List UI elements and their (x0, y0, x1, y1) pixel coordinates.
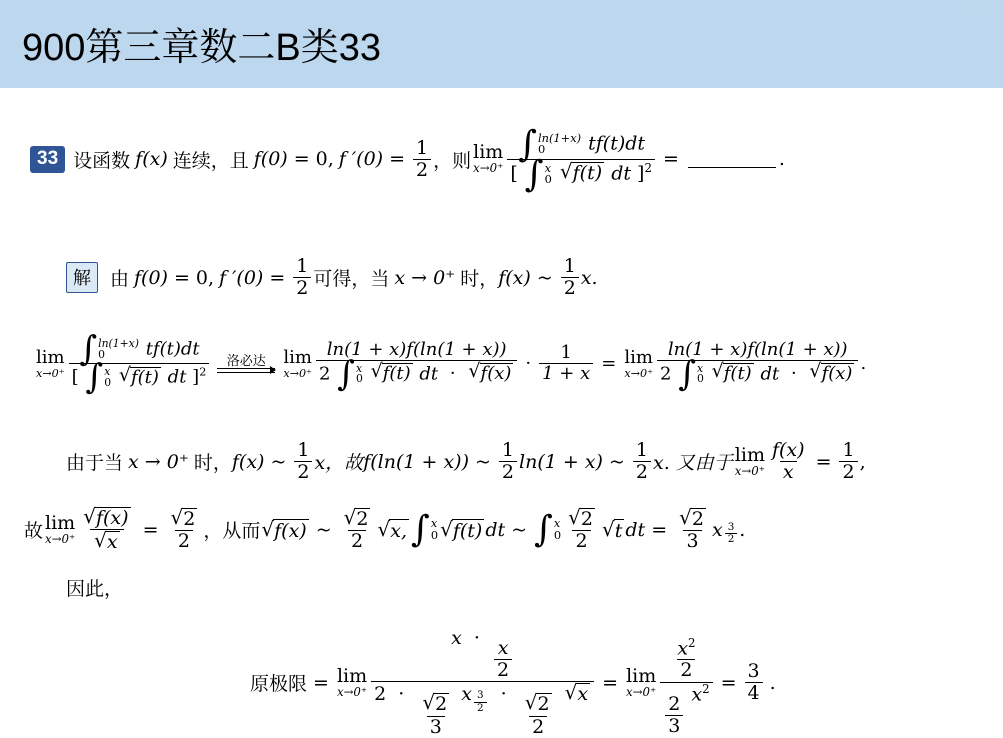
answer-blank (688, 150, 776, 168)
chain-lim-3: lim x→0⁺ (624, 346, 653, 380)
problem-period: . (778, 148, 785, 171)
chain-period: . (860, 353, 867, 375)
sol1-half: $\frac{1}{2}$ (293, 256, 311, 300)
problem-cond1: f(0) (253, 148, 288, 171)
chain-eq: = (601, 353, 617, 375)
integral-denominator: ∫ x 0 (524, 152, 552, 195)
chain-frac-1: ∫ ln(1+x) 0 tf(t)dt [ ∫ x 0 √ f(t) dt ]$^2$ (69, 336, 210, 392)
problem-text-2: 连续，且 (172, 150, 249, 172)
problem-fx: f(x) (135, 148, 168, 171)
eq-sign: = (293, 148, 310, 171)
problem-number-badge: 33 (30, 146, 65, 173)
problem-text-1: 设函数 (73, 150, 131, 172)
chain-frac-2: ln(1 + x)f(ln(1 + x)) 2 ∫ x 0 √ f(t) dt · √ f(x) (316, 340, 517, 389)
main-fraction-denominator: [ ∫ x 0 √ f(t) dt ]$^2$ (507, 159, 655, 189)
final-fraction-1: x · $\frac{x}{2}$ 2 · √ $\frac{2}{3}$ x $^{\frac{3}{2}}$ · √ $\frac{2}{2}$ √ x (371, 628, 594, 738)
integral-numerator: ∫ ln(1+x) 0 (518, 123, 582, 165)
numerator-integrand: tf(t)dt (588, 132, 646, 155)
solution-badge: 解 (66, 262, 98, 293)
one-half-fraction: $\frac{1}{2}$ (413, 138, 431, 182)
chain-frac-4: ln(1 + x)f(ln(1 + x)) 2 ∫ x 0 √ f(t) dt · √ f(x) (657, 340, 858, 389)
solution-line-4: 故 lim x→0⁺ √ f(x) √ x = √ $\frac{2}{2}$ ，从而 √ f(x) ~ √ $\frac{2}{2}$ √ x, ∫ x 0 √ f(t) dt ~ ∫ x 0 √ $\frac{2}{2}$ √ t dt = √ $\frac{2}{3}$ x $\frac{3}{2}$ . (24, 506, 745, 554)
chain-frac-3: $\frac{1}{1 + x}$ (539, 343, 593, 384)
solution-line-5: 因此， (66, 579, 124, 600)
page-number: 216 (966, 2, 985, 14)
solution-chain (34, 329, 867, 398)
problem-zero: 0, (315, 148, 334, 171)
page-title: 900第三章数二B类33 (22, 27, 382, 69)
solution-line-1: 解 由 f(0) = 0, f ′(0) = $\frac{1}{2}$ 可得，当 x → 0⁺ 时， f(x) ~ $\frac{1}{2}$ x. (66, 256, 598, 300)
problem-text-3: ，则 (433, 150, 472, 172)
sol1-half-2: $\frac{1}{2}$ (561, 256, 579, 300)
final-result: $\frac{3}{4}$ (745, 661, 763, 705)
final-label: 原极限 (250, 674, 308, 696)
final-fraction-2: $\frac{x^2}{2}$ $\frac{2}{3}$ $x^2$ (660, 628, 712, 737)
solution-final: 原极限 = lim x→0⁺ x · $\frac{x}{2}$ 2 · √ $\frac{2}{3}$ x $^{\frac{3}{2}}$ · √ $\frac{2}{2}$ √ x = lim x→0⁺ $\frac{x^2}{2}$ $\frac{2}{3}$ $x^2$ = $\frac{3}{4}$ . (250, 628, 776, 738)
chain-dot: · (525, 353, 532, 375)
chain-lim-1: lim x→0⁺ (36, 346, 65, 380)
limit-operator: lim x→0⁺ (473, 141, 504, 176)
lhopital-arrow: 洛必达 (217, 354, 275, 373)
problem-cond2: f ′(0) (338, 148, 384, 171)
sqrt-ft: √ f(t) (560, 161, 604, 184)
chain-lim-2: lim x→0⁺ (283, 346, 312, 380)
eq-sign-3: = (662, 148, 679, 171)
problem-statement (30, 123, 980, 195)
document-content (0, 88, 1003, 738)
eq-sign-2: = (389, 148, 405, 171)
sol1-prefix: 由 (110, 269, 130, 291)
solution-line-3: 由于当 x → 0⁺ 时， f(x) ~ $\frac{1}{2}$ x，故 f(ln(1 + x)) ~ $\frac{1}{2}$ ln(1 + x) ~ $\frac{1}{2}$ x. 又由于 lim x→0⁺ $\frac{f(x)}{x}$ = $\frac{1}{2}$ , (66, 439, 866, 484)
main-fraction (507, 123, 655, 195)
